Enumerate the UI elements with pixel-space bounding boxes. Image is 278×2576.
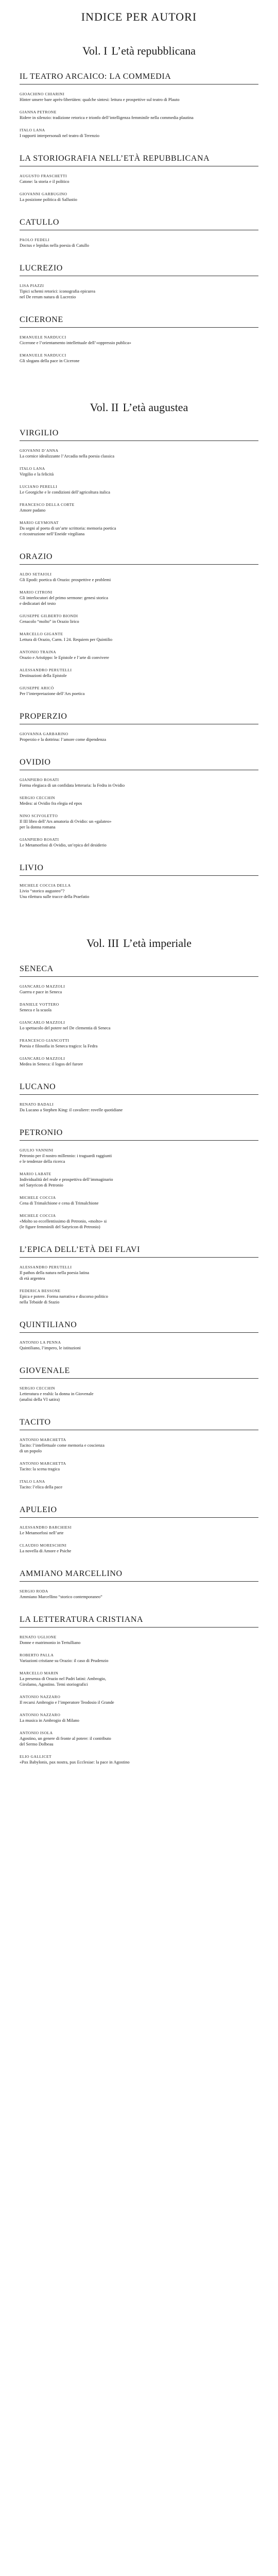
index-entry [20, 283, 258, 300]
entry-title: Poesia e filosofia in Seneca tragico: la Fedra [20, 1043, 98, 1048]
index-section [20, 1569, 258, 1600]
entry-author: RENATO UGLIONE [20, 1635, 57, 1639]
volume-subtitle: L’età augustea [123, 401, 188, 414]
index-entry [20, 1713, 258, 1723]
index-entry [20, 92, 258, 103]
index-entry [20, 1172, 258, 1188]
index-section [20, 552, 258, 697]
volume-subtitle: L’età imperiale [123, 937, 192, 950]
entry-author: DANIELE VOTTERO [20, 1002, 59, 1007]
index-entry [20, 502, 258, 513]
index-section [20, 1082, 258, 1113]
entry-author: LISA PIAZZI [20, 283, 44, 288]
index-entry [20, 572, 258, 583]
entry-title: Hinter unsere bare après-libertäten: qualche sintesi: lettura e prospettive sul teatro di Plauto [20, 97, 180, 102]
entry-title: La musica in Ambrogio di Milano [20, 1718, 79, 1723]
entry-author: GIOVANNI GARBUGINO [20, 192, 67, 196]
entry-title: Ammiano Marcellino “storico contemporaneo” [20, 1594, 102, 1599]
index-entry [20, 1653, 258, 1664]
entry-title: La cornice idealizzante l’Arcadia nella poesia classica [20, 453, 115, 459]
index-section [20, 964, 258, 1067]
entry-title: Le Metamorfosi nell’arte [20, 1530, 64, 1535]
index-section [20, 72, 258, 139]
entry-author: MICHELE COCCIA [20, 1195, 56, 1200]
entry-list [20, 92, 258, 139]
index-entry [20, 1543, 258, 1554]
index-entry [20, 1386, 258, 1402]
entry-author: GIUSEPPE ARICÒ [20, 686, 54, 690]
entry-author: ANTONIO MARCHETTA [20, 1461, 66, 1466]
entry-author: ITALO LANA [20, 1479, 45, 1484]
entry-list [20, 1102, 258, 1113]
section-heading: L’EPICA DELL’ETÀ DEI FLAVI [20, 1245, 258, 1258]
index-entry [20, 1437, 258, 1454]
entry-author: MARIO CITRONI [20, 590, 53, 595]
section-heading: LUCANO [20, 1082, 258, 1095]
entry-author: GIANCARLO MAZZOLI [20, 1056, 65, 1061]
entry-author: GIOACHINO CHIARINI [20, 92, 65, 96]
entry-title: Amore padano [20, 507, 46, 513]
index-entry [20, 448, 258, 459]
index-entry [20, 668, 258, 679]
section-heading: QUINTILIANO [20, 1320, 258, 1333]
entry-author: SERGIO CECCHIN [20, 1386, 55, 1391]
index-entry [20, 128, 258, 139]
index-section [20, 1418, 258, 1490]
entry-author: ANTONIO ISOLA [20, 1731, 53, 1735]
entry-author: ANTONIO NAZZARO [20, 1713, 61, 1717]
section-heading: ORAZIO [20, 552, 258, 565]
entry-author: GIOVANNA GARBARINO [20, 732, 68, 736]
index-entry [20, 590, 258, 606]
entry-author: RENATO BADALI [20, 1102, 54, 1107]
index-entry [20, 1731, 258, 1747]
entry-list [20, 883, 258, 900]
entry-author: ALESSANDRO PERUTELLI [20, 668, 72, 672]
entry-title: La presenza di Orazio nel Padri latini: Ambrogio, Girolamo, Agostino. Temi storiografici [20, 1676, 107, 1687]
volume-title [20, 937, 258, 950]
entry-title: Cenacolo “molto” in Orazio lirico [20, 619, 79, 624]
entry-list [20, 448, 258, 537]
section-heading: LA STORIOGRAFIA NELL’ETÀ REPUBBLICANA [20, 154, 258, 166]
entry-author: PAOLO FEDELI [20, 238, 50, 242]
entry-author: ITALO LANA [20, 466, 45, 471]
entry-author: MICHELE COCCIA [20, 1213, 56, 1218]
entry-title: Letteratura e realtà: la donna in Giovenale (analisi della VI satira) [20, 1391, 94, 1402]
index-section [20, 1615, 258, 1765]
entry-author: GIANPIERO ROSATI [20, 777, 59, 782]
volume-subtitle: L’età repubblicana [111, 44, 196, 57]
section-heading: IL TEATRO ARCAICO: LA COMMEDIA [20, 72, 258, 84]
entry-title: Il pathos della natura nella poesia latina di età argentea [20, 1270, 90, 1281]
entry-title: Variazioni cristiane su Orazio: il caso di Prudenzio [20, 1658, 109, 1663]
entry-title: Medea in Seneca: il logos del furore [20, 1061, 83, 1066]
entry-title: La novella di Amore e Psiche [20, 1548, 72, 1553]
index-entry [20, 1461, 258, 1472]
entry-title: Da segni al poeta di un’arte scrittoria: memoria poetica e ricostruzione nell’Eneide virgiliana [20, 526, 116, 536]
section-heading: AMMIANO MARCELLINO [20, 1569, 258, 1582]
entry-list [20, 1265, 258, 1305]
section-heading: LIVIO [20, 863, 258, 876]
entry-author: MARIO GEYMONAT [20, 520, 59, 525]
index-entry [20, 1525, 258, 1536]
index-entry [20, 174, 258, 184]
entry-title: Le Metamorfosi di Ovidio, un’epica del desiderio [20, 842, 107, 848]
index-entry [20, 466, 258, 477]
entry-title: Seneca e la scuola [20, 1007, 52, 1012]
index-entry [20, 192, 258, 202]
entry-title: Tacito: l’elica della pace [20, 1484, 63, 1489]
index-section [20, 863, 258, 900]
volume-block [20, 937, 258, 1765]
index-entry [20, 1635, 258, 1646]
entry-author: GIANCARLO MAZZOLI [20, 984, 65, 989]
entry-author: ALESSANDRO BARCHIESI [20, 1525, 72, 1530]
section-heading: LUCREZIO [20, 264, 258, 276]
index-section [20, 1366, 258, 1402]
entry-title: Petronio per il nostro millennio: i traguardi raggiunti e le tendenze della ricerca [20, 1153, 112, 1164]
volume-number: Vol. III [86, 937, 119, 950]
entry-author: ALDO SETAIOLI [20, 572, 52, 577]
index-entry [20, 1671, 258, 1687]
entry-author: LUCIANO PERELLI [20, 484, 58, 489]
entry-author: ANTONIO TRAINA [20, 650, 57, 654]
index-entry [20, 238, 258, 248]
entry-author: ANTONIO NAZZARO [20, 1694, 61, 1699]
index-entry [20, 883, 258, 900]
volume-number: Vol. II [90, 401, 119, 414]
entry-author: GIANNA PETRONE [20, 110, 57, 114]
entry-title: Il III libro dell’Ars amatoria di Ovidio: un «galateo» per la donna romana [20, 819, 112, 829]
entry-list [20, 1589, 258, 1600]
entry-author: ANTONIO MARCHETTA [20, 1437, 66, 1442]
entry-author: MARCELLO GIGANTE [20, 632, 63, 636]
index-section [20, 1245, 258, 1305]
entry-author: GIOVANNI D’ANNA [20, 448, 59, 453]
entry-list [20, 1437, 258, 1490]
index-section [20, 154, 258, 202]
index-section [20, 264, 258, 300]
entry-title: Donne e matrimonio in Tertulliano [20, 1640, 81, 1645]
index-entry [20, 1020, 258, 1031]
entry-author: ALESSANDRO PERUTELLI [20, 1265, 72, 1269]
entry-title: Forma elegiaca di un confidata letteraria: la Fedra in Ovidio [20, 783, 125, 788]
index-entry [20, 1340, 258, 1351]
index-entry [20, 1589, 258, 1600]
entry-title: Epica e potere. Forma narrativa e discorso politico nella Tebaide di Stazio [20, 1294, 108, 1304]
entry-author: GIULIO VANNINI [20, 1148, 54, 1153]
section-heading: CICERONE [20, 315, 258, 328]
index-entry [20, 1056, 258, 1067]
entry-title: Tacito: l’intellettuale come memoria e coscienza di un popolo [20, 1443, 105, 1453]
entry-list [20, 174, 258, 202]
index-entry [20, 484, 258, 495]
section-heading: PETRONIO [20, 1128, 258, 1141]
index-entry [20, 1102, 258, 1113]
section-heading: PROPERZIO [20, 712, 258, 724]
section-heading: TACITO [20, 1418, 258, 1430]
entry-author: FRANCESCO DELLA CORTE [20, 502, 75, 507]
entry-author: NINO SCIVOLETTO [20, 814, 58, 818]
entry-author: FRANCESCO GIANCOTTI [20, 1038, 70, 1043]
volumes-container [20, 44, 258, 1765]
entry-title: Medea: ai Ovidio fra elegia ed epos [20, 801, 82, 806]
section-heading: VIRGILIO [20, 429, 258, 441]
entry-title: Gli slogans della pace in Cicerone [20, 358, 80, 363]
entry-title: Properzio e la dottrina: l’amore come dipendenza [20, 737, 107, 742]
entry-author: ELIO GALLICET [20, 1754, 52, 1759]
index-section [20, 1320, 258, 1351]
entry-title: Destinazioni della Epistole [20, 673, 67, 678]
entry-title: Le Georgiche e le condizioni dell’agricoltura italica [20, 489, 110, 495]
index-entry [20, 650, 258, 660]
entry-title: Guerra e pace in Seneca [20, 989, 62, 994]
entry-author: ITALO LANA [20, 128, 45, 132]
index-entry [20, 795, 258, 806]
entry-title: Individualità del reale e prospettiva dell’immaginario nel Satyricon di Petronio [20, 1177, 113, 1188]
entry-title: Cena di Trimalchione e cena di Trimalchione [20, 1200, 99, 1206]
section-heading: APULEIO [20, 1505, 258, 1518]
index-entry [20, 1038, 258, 1049]
index-entry [20, 732, 258, 742]
entry-list [20, 572, 258, 697]
volume-block [20, 401, 258, 900]
entry-author: ROBERTO PALLA [20, 1653, 54, 1657]
index-section [20, 429, 258, 537]
entry-title: Il recarsi Ambrogio e l’imperatore Teodosio il Grande [20, 1700, 114, 1705]
entry-author: GIANPIERO ROSATI [20, 837, 59, 842]
entry-title: I rapporti interpersonali nel teatro di Terenzio [20, 133, 100, 138]
entry-title: Gli interlocutori del primo sermone: genesi storica e dedicatari del testo [20, 595, 108, 606]
index-entry [20, 1195, 258, 1206]
entry-list [20, 1635, 258, 1765]
entry-author: MARIO LABATE [20, 1172, 51, 1176]
entry-title: Quintiliano, l’impero, le istituzioni [20, 1345, 81, 1350]
entry-title: «Pax Babylonis, pax nostra, pax Ecclesiae: la pace in Agostino [20, 1759, 130, 1765]
index-entry [20, 1289, 258, 1305]
section-heading: SENECA [20, 964, 258, 977]
entry-list [20, 1148, 258, 1230]
entry-title: La posizione politica di Sallustio [20, 197, 77, 202]
index-entry [20, 1265, 258, 1281]
entry-author: MARCELLO MARIN [20, 1671, 59, 1675]
index-entry [20, 520, 258, 537]
entry-title: Virgilio e la felicità [20, 471, 54, 477]
index-entry [20, 777, 258, 788]
index-entry [20, 110, 258, 121]
index-entry [20, 984, 258, 995]
index-entry [20, 1148, 258, 1164]
index-entry [20, 353, 258, 364]
entry-author: SERGIO CECCHIN [20, 795, 55, 800]
index-entry [20, 686, 258, 697]
entry-list [20, 238, 258, 248]
section-heading: GIOVENALE [20, 1366, 258, 1379]
entry-list [20, 984, 258, 1067]
index-entry [20, 1479, 258, 1490]
index-section [20, 315, 258, 364]
entry-author: GIANCARLO MAZZOLI [20, 1020, 65, 1025]
entry-list [20, 777, 258, 848]
entry-author: GIUSEPPE GILBERTO BIONDI [20, 614, 78, 618]
volume-title [20, 44, 258, 58]
entry-author: SERGIO RODA [20, 1589, 48, 1594]
entry-title: Ridere in silenzio: tradizione retorica e trionfo dell’intelligenza femminile nella commedia plautina [20, 115, 194, 120]
index-section [20, 1505, 258, 1554]
index-entry [20, 837, 258, 848]
index-entry [20, 632, 258, 642]
entry-list [20, 1386, 258, 1402]
entry-list [20, 1340, 258, 1351]
index-entry [20, 1002, 258, 1013]
index-section [20, 758, 258, 848]
entry-list [20, 335, 258, 364]
entry-title: Da Lucano a Stephen King: il cavaliere: rovelle quotidiane [20, 1107, 123, 1112]
index-section [20, 712, 258, 742]
section-heading: LA LETTERATURA CRISTIANA [20, 1615, 258, 1628]
section-heading: CATULLO [20, 218, 258, 230]
entry-author: EMANUELE NARDUCCI [20, 353, 66, 358]
entry-title: Lettura di Orazio, Carm. I 24. Requiem per Quintilio [20, 637, 113, 642]
entry-title: Doctus e lepidus nella poesia di Catullo [20, 243, 90, 248]
entry-title: Tipici schemi retorici: iconografia epicurea nel De rerum natura di Lucrezio [20, 289, 95, 299]
entry-list [20, 732, 258, 742]
entry-author: ANTONIO LA PENNA [20, 1340, 61, 1345]
entry-title: Lo spettacolo del potere nel De clementia di Seneca [20, 1025, 111, 1030]
entry-title: Gli Epodi: poetica di Orazio: prospettive e problemi [20, 577, 111, 582]
entry-list [20, 1525, 258, 1554]
volume-title [20, 401, 258, 414]
entry-author: MICHELE COCCIA DELLA [20, 883, 71, 888]
entry-title: Cicerone e l’orientamento intellettuale dell’«oppressio publica» [20, 340, 131, 345]
entry-author: AUGUSTO FRASCHETTI [20, 174, 67, 178]
index-entry [20, 1694, 258, 1705]
entry-title: Orazio e Aristippo: le Epistole e l’arte di convivere [20, 655, 109, 660]
index-entry [20, 614, 258, 624]
index-entry [20, 814, 258, 830]
section-heading: OVIDIO [20, 758, 258, 770]
entry-title: Tacito: la scena tragica [20, 1466, 60, 1471]
page-title: INDICE PER AUTORI [81, 10, 197, 23]
entry-title: «Molto so eccellentissimo di Petronio, «molto» si (le figure femminili del Satyricon di Petronio) [20, 1218, 107, 1229]
index-entry [20, 335, 258, 346]
entry-author: FEDERICA BESSONE [20, 1289, 61, 1293]
entry-title: Agostino, un genere di fronte al potere: il contributo del Sermo Dolbeau [20, 1736, 111, 1747]
index-entry [20, 1213, 258, 1230]
entry-title: Catone: la storia e il politico [20, 179, 70, 184]
index-entry [20, 1754, 258, 1765]
entry-title: Livio “storico augusteo”? Una rilettura sulle tracce della Praefatio [20, 888, 90, 899]
entry-title: Per l’interpretazione dell’Ars poetica [20, 691, 85, 696]
entry-list [20, 283, 258, 300]
volume-number: Vol. I [82, 44, 108, 57]
entry-author: CLAUDIO MORESCHINI [20, 1543, 67, 1548]
index-section [20, 1128, 258, 1230]
volume-block [20, 44, 258, 364]
index-section [20, 218, 258, 248]
entry-author: EMANUELE NARDUCCI [20, 335, 66, 340]
